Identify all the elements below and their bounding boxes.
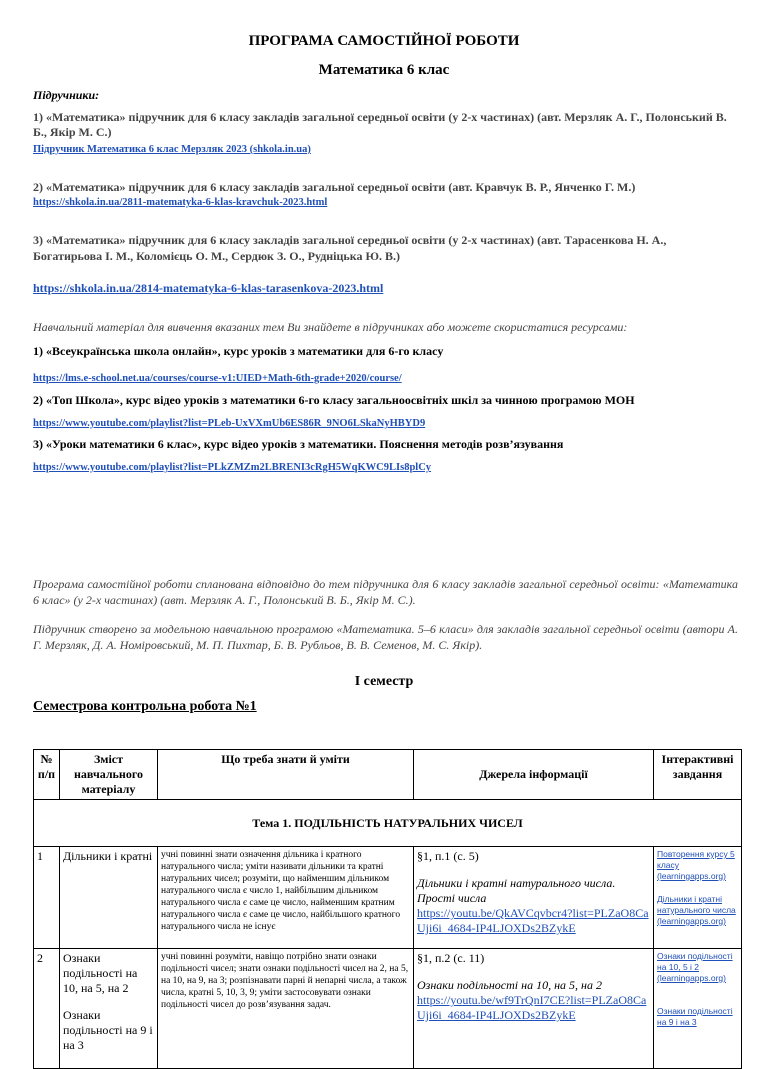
textbook-1-link[interactable]: Підручник Математика 6 клас Мерзляк 2023 (shkola.in.ua) (33, 144, 311, 155)
resource-3-text: 3) «Уроки математики 6 клас», курс відео уроків з математики. Пояснення методів розв’язування (33, 437, 564, 451)
header-sources: Джерела інформації (414, 750, 654, 800)
row-sources (414, 949, 654, 1069)
resources-intro: Навчальний матеріал для вивчення вказаних тем Ви знайдете в підручниках або можете скористатися ресурсами: (33, 320, 628, 334)
resource-3-link[interactable]: https://www.youtube.com/playlist?list=PLkZMZm2LBRENI3cRgH5WqKWC9LIs8plCy (33, 462, 432, 473)
textbook-note: Підручник створено за модельною навчальною програмою «Математика. 5–6 класи» для закладів загальної середньої освіти (автори А. Г. Мерзляк, Д. А. Номіровський, М. П. Пихтар, Б. В. Рубльов, В. В. Семенов, М. С. Якір). (33, 622, 738, 652)
source-video-link[interactable]: https://youtu.be/QkAVCqvbcr4?list=PLZaO8CaUji6i_4684-IP4LJOXDs2BZykE (417, 906, 649, 935)
textbook-3-link[interactable]: https://shkola.in.ua/2814-matematyka-6-klas-tarasenkova-2023.html (33, 281, 384, 295)
program-note: Програма самостійної роботи спланована відповідно до тем підручника для 6 класу закладів загальної середньої освіти: «Математика 6 клас» (у 2-х частинах) (авт. Мерзляк А. Г., Полонський В. Б., Якір М. С.). (33, 577, 738, 607)
row-sources (414, 847, 654, 949)
header-requirements: Що треба знати й уміти (158, 750, 414, 800)
table-row (34, 949, 742, 1069)
topic-row (34, 800, 742, 847)
textbook-2-text: 2) «Математика» підручник для 6 класу закладів загальної середньої освіти (авт. Кравчук В. Р., Янченко Г. М.) (33, 180, 636, 194)
row-interactive (654, 949, 742, 1069)
table-row (34, 847, 742, 949)
row-content-1: Ознаки подільності на 10, на 5, на 2 (63, 951, 138, 995)
header-content: Зміст навчального матеріалу (60, 750, 158, 800)
interactive-link[interactable]: Ознаки подільності на 10, 5 і 2 (learningapps.org) (657, 951, 733, 983)
resource-2-text: 2) «Топ Школа», курс відео уроків з математики 6-го класу загальноосвітніх шкіл за чинною програмою МОН (33, 393, 635, 407)
interactive-link[interactable]: Ознаки подільності на 9 і на 3 (657, 1006, 733, 1027)
source-title: Дільники і кратні натурального числа. Прості числа (417, 876, 616, 905)
row-requirements: учні повинні розуміти, навіщо потрібно знати ознаки подільності чисел; знати ознаки подільності чисел на 2, на 5, на 10, на 9, на 3; розпізнавати парні й непарні числа, а також числа, кратні 5, 10, 3, 9; уміти застосовувати ознаки подільності чисел до розв’язування задач. (158, 949, 414, 1069)
textbook-3-text: 3) «Математика» підручник для 6 класу закладів загальної середньої освіти (у 2-х частинах) (авт. Тарасенкова Н. А., Богатирьова І. М., Коломієць О. М., Сердюк З. О., Рудніцька Ю. В.) (33, 233, 667, 263)
resource-1-link[interactable]: https://lms.e-school.net.ua/courses/course-v1:UIED+Math-6th-grade+2020/course/ (33, 373, 402, 384)
row-content-2: Ознаки подільності на 9 і на 3 (63, 1008, 153, 1052)
interactive-link[interactable]: Дільники і кратні натурального числа (learningapps.org) (657, 894, 736, 926)
page-title: ПРОГРАМА САМОСТІЙНОЇ РОБОТИ (248, 33, 520, 49)
source-ref: §1, п.2 (с. 11) (417, 951, 485, 965)
resource-1-text: 1) «Всеукраїнська школа онлайн», курс уроків з математики для 6-го класу (33, 344, 444, 358)
textbooks-heading: Підручники: (33, 88, 100, 102)
row-interactive (654, 847, 742, 949)
topic-title: Тема 1. ПОДІЛЬНІСТЬ НАТУРАЛЬНИХ ЧИСЕЛ (34, 800, 742, 847)
row-num: 1 (34, 847, 60, 949)
row-content: Дільники і кратні (60, 847, 158, 949)
semester-heading: І семестр (354, 674, 414, 689)
header-interactive: Інтерактивні завдання (654, 750, 742, 800)
textbook-1-text: 1) «Математика» підручник для 6 класу закладів загальної середньої освіти (у 2-х частинах) (авт. Мерзляк А. Г., Полонський В. Б., Якір М. С.) (33, 110, 727, 139)
row-num: 2 (34, 949, 60, 1069)
page-subtitle: Математика 6 клас (318, 62, 450, 78)
textbook-2-link[interactable]: https://shkola.in.ua/2811-matematyka-6-klas-kravchuk-2023.html (33, 197, 328, 208)
source-title: Ознаки подільності на 10, на 5, на 2 (417, 978, 602, 992)
program-table (33, 749, 742, 1069)
header-num: № п/п (34, 750, 60, 800)
source-video-link[interactable]: https://youtu.be/wf9TrQnI7CE?list=PLZaO8CaUji6i_4684-IP4LJOXDs2BZykE (417, 993, 647, 1022)
control-work-heading: Семестрова контрольна робота №1 (33, 699, 257, 714)
source-ref: §1, п.1 (с. 5) (417, 849, 479, 863)
row-requirements: учні повинні знати означення дільника і кратного натурального числа; уміти називати дільники та кратні натуральних чисел; розуміти, що найменшим дільником натурального числа є число 1, найбільшим дільником натурального числа є саме це число, найменшим кратним натурального числа є саме це число, найбільшого кратного натурального числа не існує (158, 847, 414, 949)
resource-2-link[interactable]: https://www.youtube.com/playlist?list=PLeb-UxVXmUb6ES86R_9NO6LSkaNyHBYD9 (33, 418, 426, 429)
interactive-link[interactable]: Повторення курсу 5 класу (learningapps.org) (657, 849, 735, 881)
table-header-row (34, 750, 742, 800)
row-content (60, 949, 158, 1069)
